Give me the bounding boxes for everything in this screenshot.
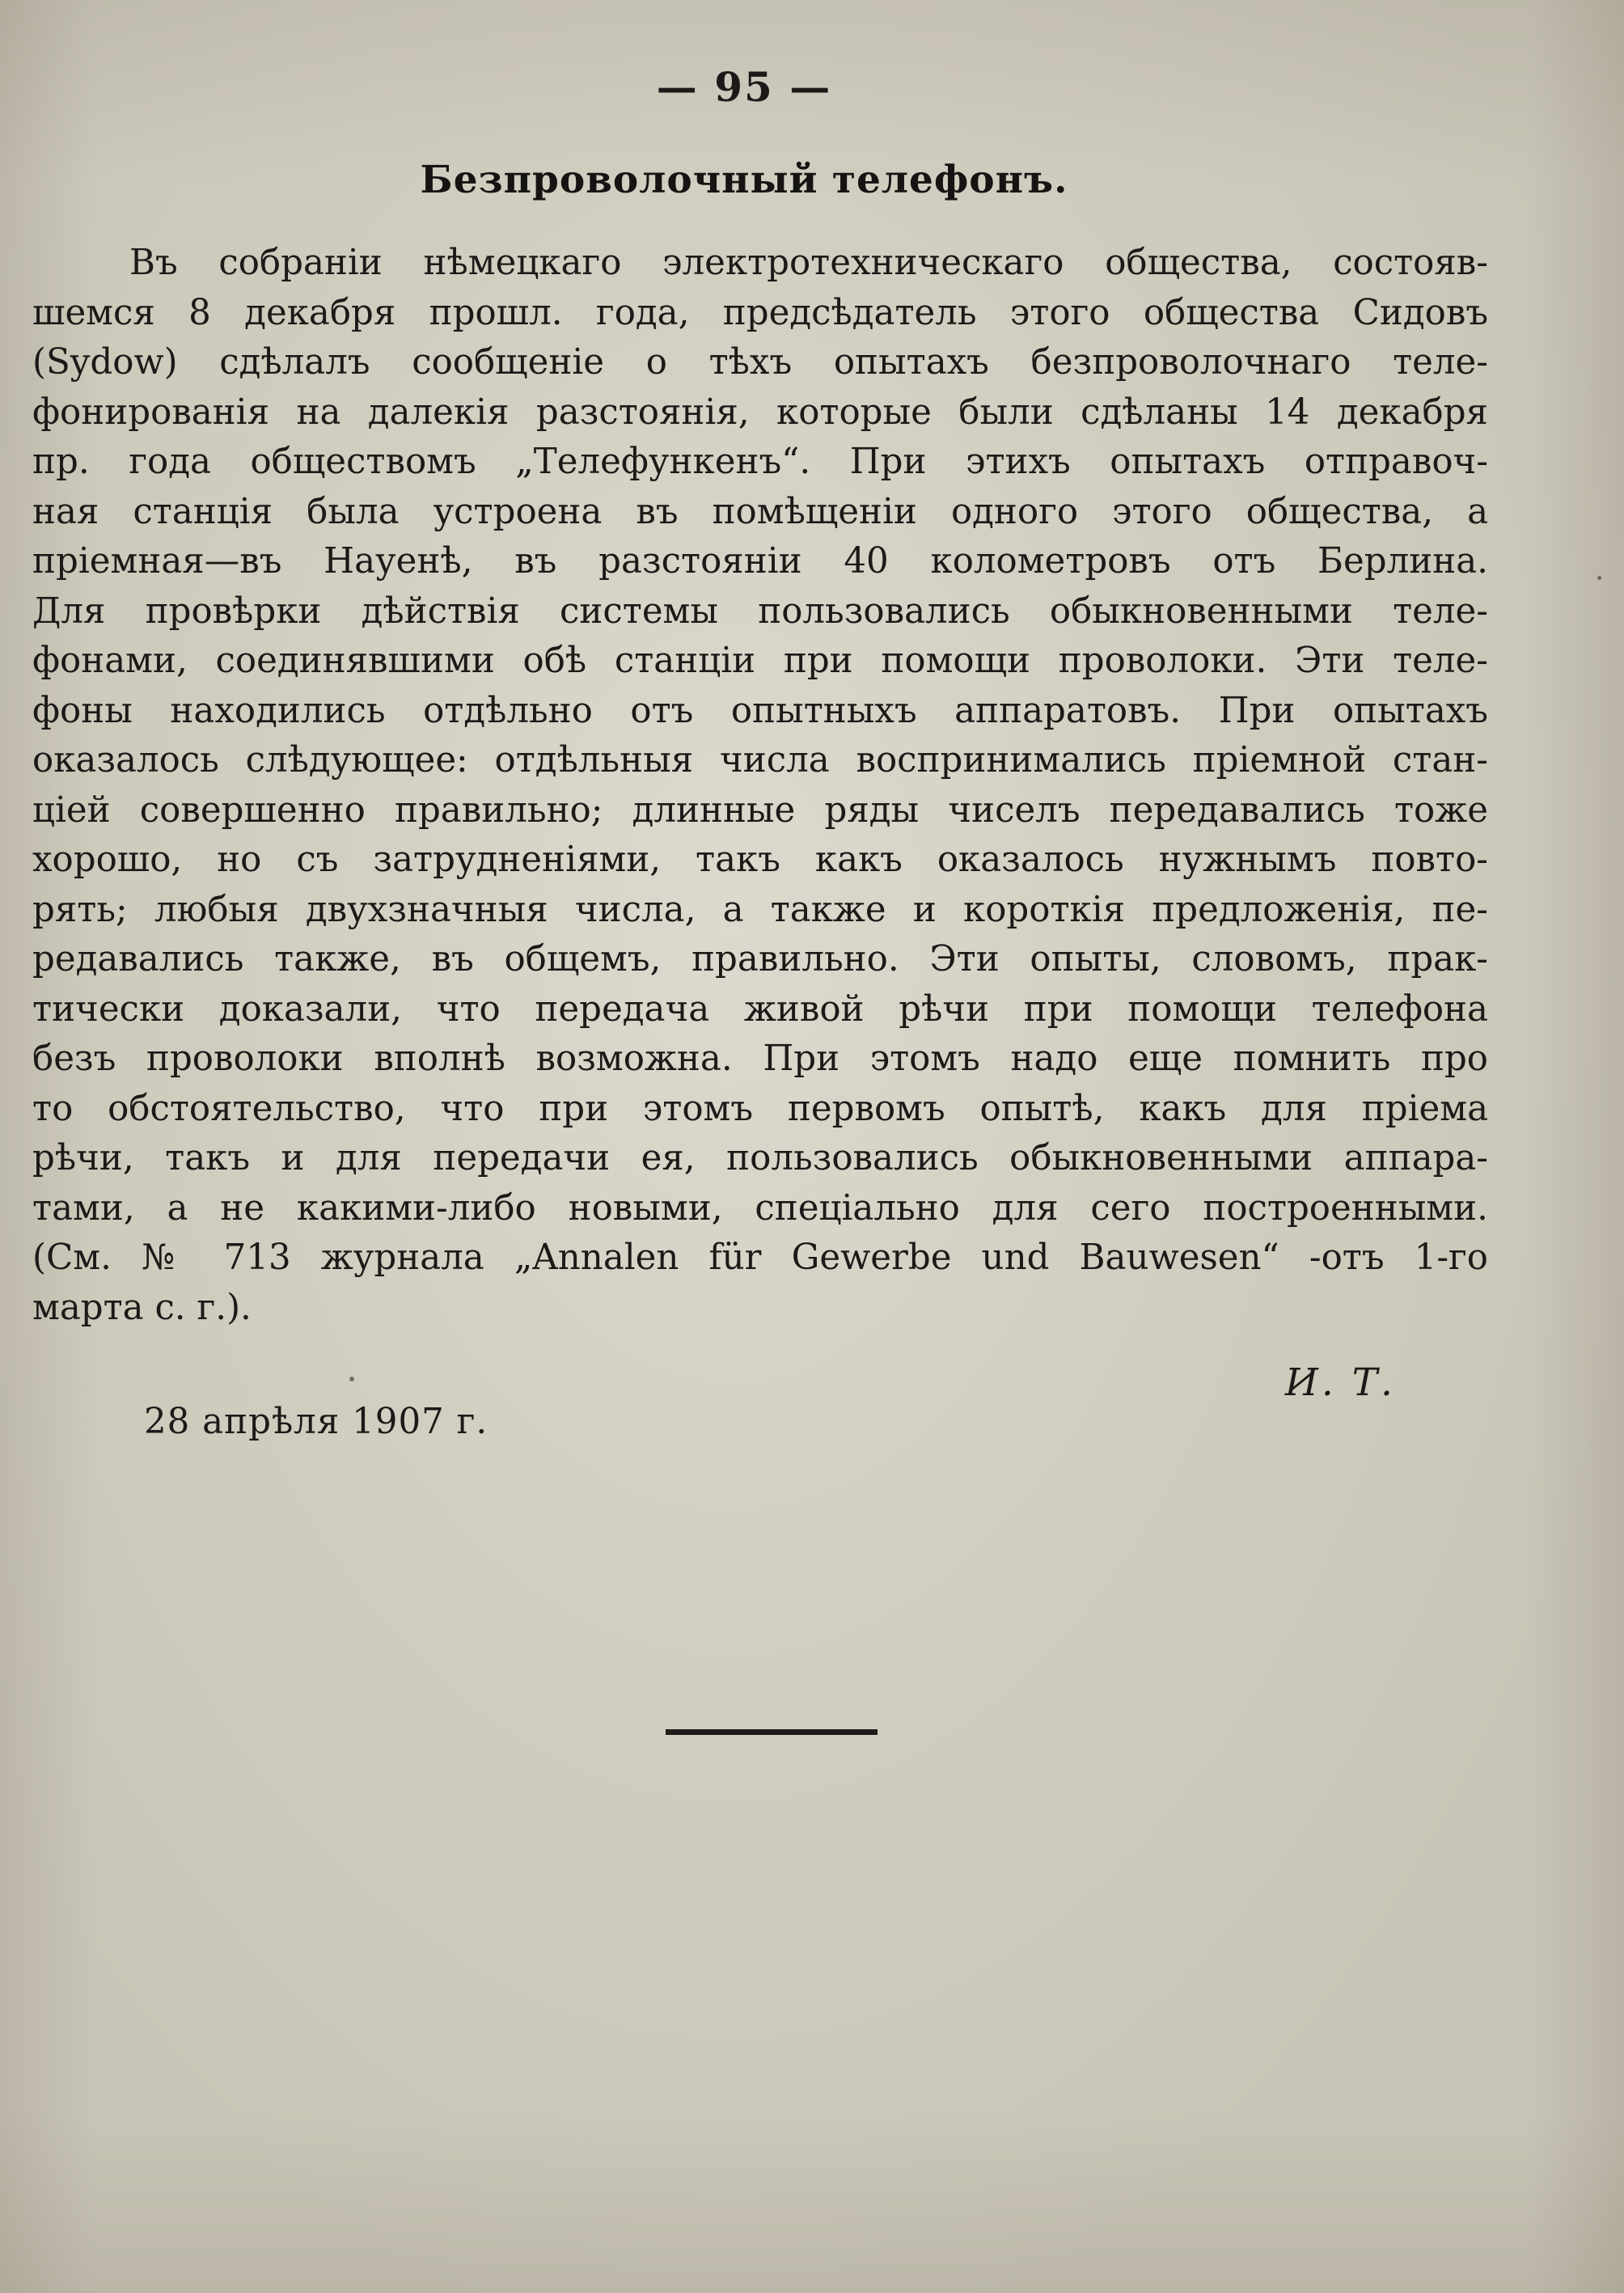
body-line: ціей совершенно правильно; длинные ряды чиселъ передавались тоже	[32, 789, 1488, 831]
body-line: рять; любыя двухзначныя числа, а также и короткія предложенія, пе-	[32, 889, 1488, 930]
body-line: пр. года обществомъ „Телефункенъ“. При этихъ опытахъ отправоч-	[32, 442, 1488, 482]
body-line: безъ проволоки вполнѣ возможна. При этомъ надо еще помнить про	[32, 1039, 1488, 1079]
body-line: (См. № 713 журнала „Annalen für Gewerbe und Bauwesen“ -отъ 1-го	[32, 1237, 1488, 1278]
body-line: то обстоятельство, что при этомъ первомъ опытѣ, какъ для пріема	[32, 1088, 1488, 1129]
end-rule-divider	[666, 1729, 878, 1735]
body-line: оказалось слѣдующее: отдѣльныя числа воспринимались пріемной стан-	[32, 740, 1488, 781]
body-line: Для провѣрки дѣйствія системы пользовались обыкновенными теле-	[32, 590, 1488, 632]
article-title: Безпроволочный телефонъ.	[420, 158, 1068, 202]
body-line: пріемная—въ Науенѣ, въ разстояніи 40 колометровъ отъ Берлина.	[32, 541, 1488, 582]
body-line: фонами, соединявшими обѣ станціи при помощи проволоки. Эти теле-	[32, 641, 1488, 681]
article-body	[32, 239, 1488, 1333]
body-line: (Sydow) сдѣлалъ сообщеніе о тѣхъ опытахъ безпроволочнаго теле-	[32, 342, 1488, 383]
body-line: фонированія на далекія разстоянія, которые были сдѣланы 14 декабря	[32, 391, 1488, 433]
body-line: марта с. г.).	[32, 1287, 252, 1328]
body-line: ная станція была устроена въ помѣщеніи одного этого общества, а	[32, 491, 1488, 532]
paper-speck	[1597, 576, 1601, 580]
body-line: шемся 8 декабря прошл. года, предсѣдатель этого общества Сидовъ	[32, 292, 1488, 333]
body-line: фоны находились отдѣльно отъ опытныхъ аппаратовъ. При опытахъ	[32, 690, 1488, 731]
article-date: 28 апрѣля 1907 г.	[144, 1402, 488, 1442]
body-line: тически доказали, что передача живой рѣчи при помощи телефона	[32, 988, 1488, 1030]
paper-speck	[349, 1377, 354, 1381]
author-signature: И. Т.	[1284, 1360, 1396, 1405]
body-line: тами, а не какими-либо новыми, спеціально для сего построенными.	[32, 1187, 1488, 1229]
body-line: редавались также, въ общемъ, правильно. Эти опыты, словомъ, прак-	[32, 939, 1488, 979]
page-number: — 95 —	[656, 63, 832, 111]
body-line: рѣчи, такъ и для передачи ея, пользовались обыкновенными аппара-	[32, 1138, 1488, 1178]
body-line: Въ собраніи нѣмецкаго электротехническаго общества, состояв-	[129, 243, 1488, 283]
body-line: хорошо, но съ затрудненіями, такъ какъ оказалось нужнымъ повто-	[32, 840, 1488, 880]
